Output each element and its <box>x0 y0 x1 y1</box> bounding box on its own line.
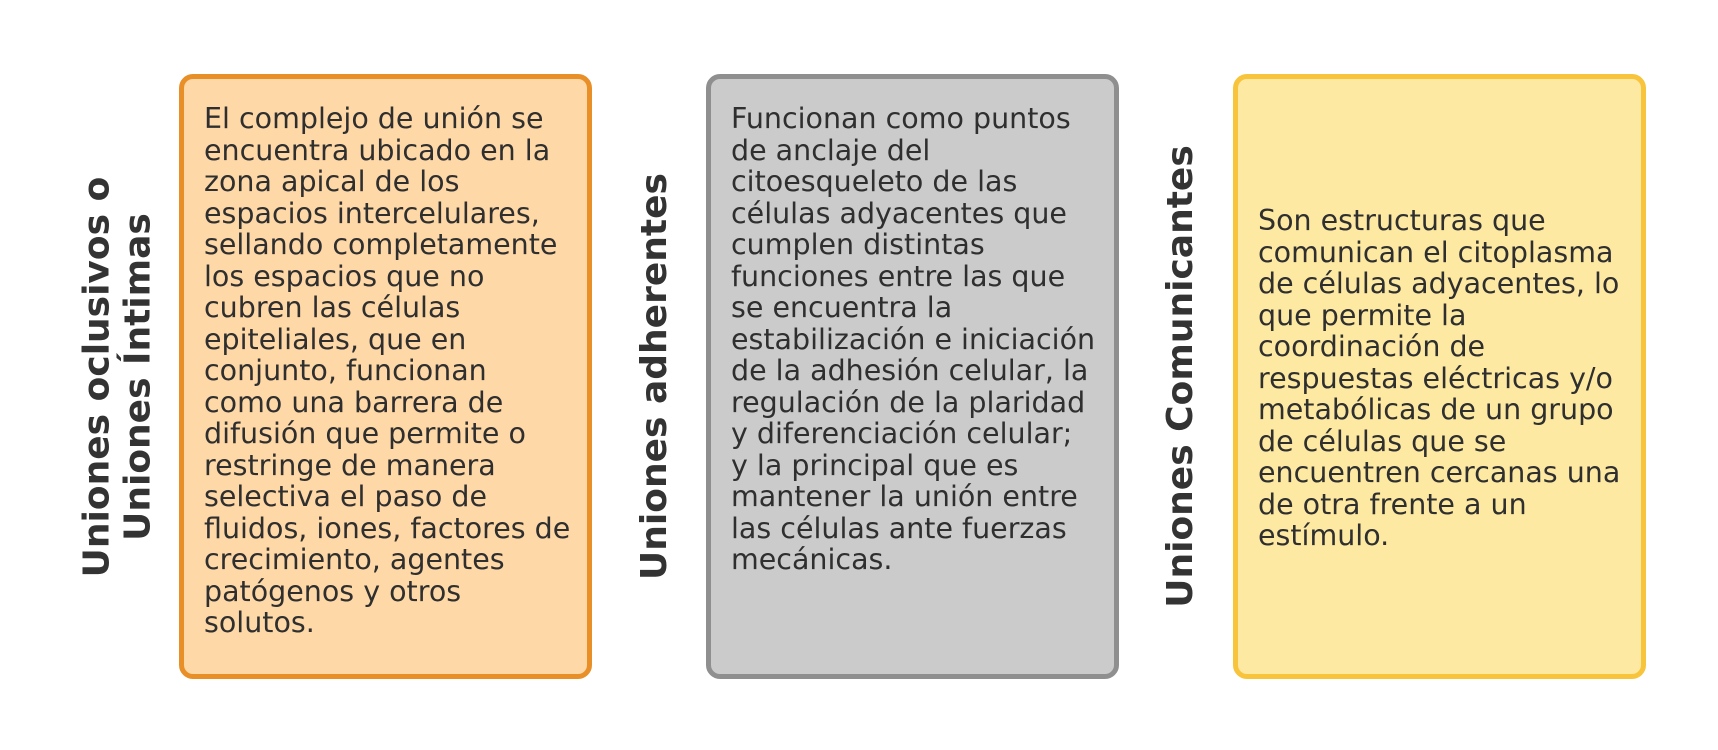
label-uniones-comunicantes-text <box>1160 145 1201 608</box>
box-uniones-comunicantes <box>1233 74 1646 679</box>
label-uniones-oclusivas <box>70 74 165 679</box>
box-uniones-comunicantes-text: Son estructuras que comunican el citoplasma de células adyacentes, lo que permite la coordinación de respuestas eléctricas y/o metabólicas de un grupo de células que se encuentren cercanas una de otra frente a un estímulo. <box>1258 204 1621 553</box>
box-uniones-oclusivas <box>179 74 592 679</box>
label-uniones-oclusivas-text <box>77 176 159 577</box>
label-line: Uniones Íntimas <box>117 212 159 541</box>
box-uniones-oclusivas-text: El complejo de unión se encuentra ubicado en la zona apical de los espacios intercelulares, sellando completamente los espacios que no cubren las células epiteliales, que en conjunto, funcionan como una barrera de difusión que permite o restringe de manera selectiva el paso de fluidos, iones, factores de crecimiento, agentes patógenos y otros solutos. <box>204 102 571 639</box>
box-uniones-adherentes <box>706 74 1119 679</box>
label-uniones-comunicantes <box>1143 74 1218 679</box>
label-uniones-adherentes <box>617 74 692 679</box>
label-line: Uniones oclusivos o <box>76 176 118 577</box>
box-uniones-adherentes-text: Funcionan como puntos de anclaje del citoesqueleto de las células adyacentes que cumplen distintas funciones entre las que se encuentra la estabilización e iniciación de la adhesión celular, la regulación de la plaridad y diferenciación celular; y la principal que es mantener la unión entre las células ante fuerzas mecánicas. <box>731 102 1096 576</box>
label-line: Uniones Comunicantes <box>1160 145 1202 608</box>
label-uniones-adherentes-text <box>634 173 675 580</box>
label-line: Uniones adherentes <box>634 173 675 580</box>
